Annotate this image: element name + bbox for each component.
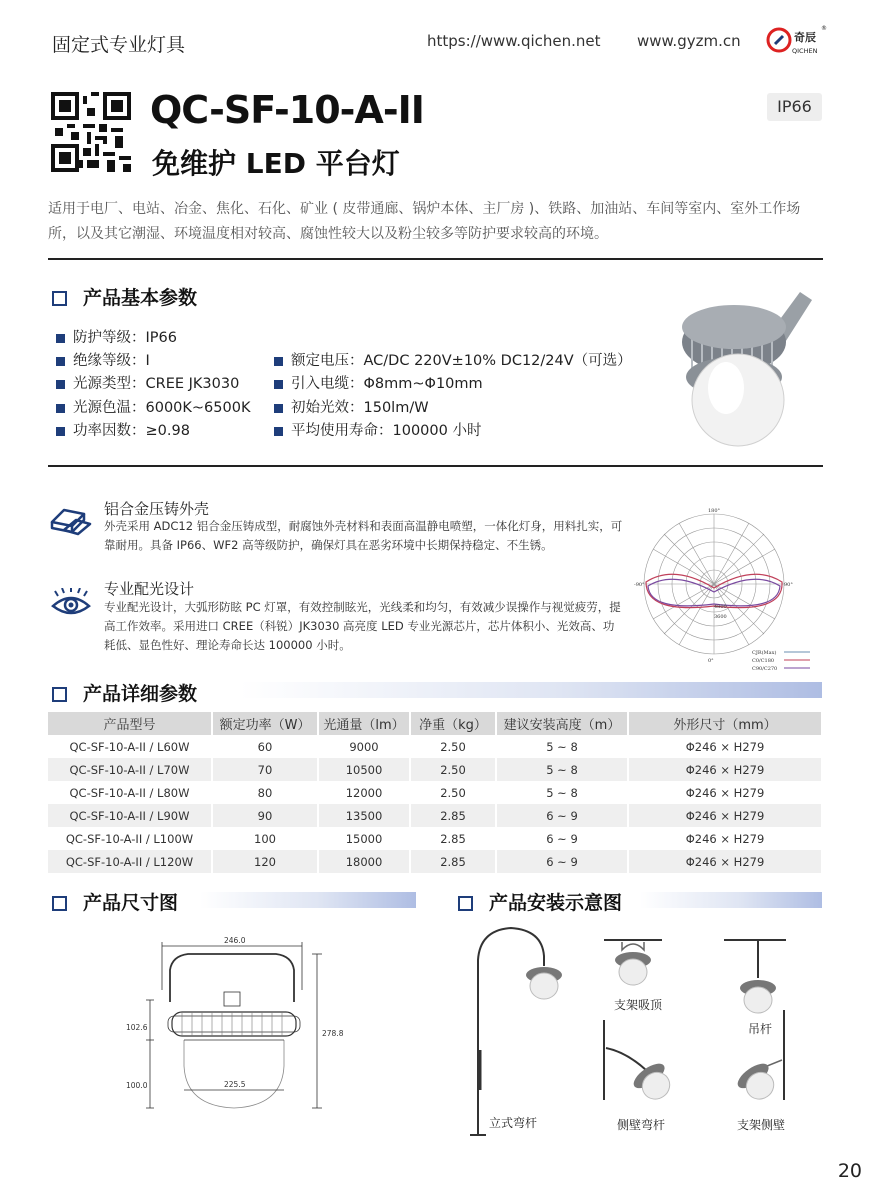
param-item: 绝缘等级：I: [56, 349, 150, 370]
ip-rating-badge: IP66: [767, 93, 822, 121]
table-cell: 70: [212, 758, 318, 781]
param-item: 光源色温：6000K~6500K: [56, 396, 250, 417]
table-cell: Φ246 × H279: [628, 804, 822, 827]
param-item: 平均使用寿命：100000 小时: [274, 419, 481, 440]
dim-width-top: 246.0: [224, 936, 246, 945]
feature-title: 铝合金压铸外壳: [104, 500, 210, 518]
section-accent-bar: [240, 682, 822, 698]
svg-text:3600: 3600: [714, 614, 727, 620]
checkbox-square-icon: [52, 896, 67, 911]
product-model: QC-SF-10-A-II: [150, 88, 424, 132]
checkbox-square-icon: [52, 291, 67, 306]
table-cell: 5 ~ 8: [496, 781, 628, 804]
section-accent-bar: [640, 892, 822, 908]
table-row: [48, 781, 822, 804]
logo-text: 奇辰: [794, 31, 816, 44]
param-item: 光源类型：CREE JK3030: [56, 372, 239, 393]
table-cell: 2.50: [410, 758, 496, 781]
dim-height-left-2: 100.0: [126, 1081, 148, 1090]
intro-paragraph: 适用于电厂、电站、冶金、焦化、石化、矿业 ( 皮带通廊、锅炉本体、主厂房 )、铁路、加油站、车间等室内、室外工作场所，以及其它潮湿、环境温度相对较高、腐蚀性较大以及粉尘较多等防护要求较高的环境。: [48, 201, 801, 242]
polar-legend-c0: C0/C180: [752, 658, 775, 664]
table-cell: 5 ~ 8: [496, 735, 628, 758]
table-cell: 2.85: [410, 850, 496, 873]
table-cell: QC-SF-10-A-II / L90W: [48, 804, 212, 827]
table-cell: QC-SF-10-A-II / L80W: [48, 781, 212, 804]
svg-text:0°: 0°: [708, 658, 714, 664]
table-cell: 120: [212, 850, 318, 873]
column-header: 额定功率（W）: [212, 712, 318, 735]
table-cell: Φ246 × H279: [628, 850, 822, 873]
brand-logo: [765, 22, 827, 58]
table-cell: 80: [212, 781, 318, 804]
checkbox-square-icon: [52, 687, 67, 702]
table-cell: Φ246 × H279: [628, 735, 822, 758]
table-cell: QC-SF-10-A-II / L120W: [48, 850, 212, 873]
table-cell: 9000: [318, 735, 410, 758]
divider: [48, 258, 823, 260]
param-item: 功率因数：≥0.98: [56, 419, 190, 440]
table-row: [48, 827, 822, 850]
column-header: 净重（kg）: [410, 712, 496, 735]
dim-height-left-1: 102.6: [126, 1023, 148, 1032]
section-heading-basic: 产品基本参数: [52, 283, 197, 310]
product-photo: [672, 282, 822, 452]
table-cell: 15000: [318, 827, 410, 850]
table-header-row: [48, 712, 822, 735]
param-item: 引入电缆：Φ8mm~Φ10mm: [274, 372, 483, 393]
table-cell: QC-SF-10-A-II / L100W: [48, 827, 212, 850]
website-url-2[interactable]: www.gyzm.cn: [637, 32, 741, 50]
table-cell: 2.85: [410, 827, 496, 850]
svg-text:4800: 4800: [714, 604, 727, 610]
polar-legend-c90: C90/C270: [752, 666, 778, 672]
install-caption: 吊杆: [748, 1022, 773, 1036]
table-cell: 6 ~ 9: [496, 827, 628, 850]
page-number: 20: [837, 1160, 862, 1182]
svg-text:180°: 180°: [708, 508, 721, 514]
polar-caption: CJR(Max): [752, 650, 777, 656]
feature-title: 专业配光设计: [104, 580, 195, 598]
table-row: [48, 735, 822, 758]
column-header: 建议安装高度（m）: [496, 712, 628, 735]
install-caption: 侧壁弯杆: [617, 1118, 666, 1132]
light-distribution-polar-diagram: [634, 504, 824, 676]
table-cell: 18000: [318, 850, 410, 873]
spec-table-wrap: [48, 712, 823, 873]
section-accent-bar: [200, 892, 416, 908]
section-heading-detail: 产品详细参数: [52, 679, 197, 706]
qr-code[interactable]: [51, 92, 131, 172]
section-heading-install: 产品安装示意图: [458, 888, 622, 915]
column-header: 光通量（lm）: [318, 712, 410, 735]
install-caption: 立式弯杆: [489, 1116, 538, 1130]
table-cell: QC-SF-10-A-II / L70W: [48, 758, 212, 781]
table-cell: 13500: [318, 804, 410, 827]
section-heading-dimension: 产品尺寸图: [52, 888, 178, 915]
dim-width-bottom: 225.5: [224, 1080, 246, 1089]
table-cell: 60: [212, 735, 318, 758]
aluminum-ingot-icon: [48, 500, 94, 540]
table-row: [48, 850, 822, 873]
website-url[interactable]: https://www.qichen.net: [427, 32, 601, 50]
param-item: 初始光效：150lm/W: [274, 396, 429, 417]
checkbox-square-icon: [458, 896, 473, 911]
table-row: [48, 804, 822, 827]
table-cell: 6 ~ 9: [496, 850, 628, 873]
install-caption: 支架吸顶: [614, 998, 663, 1012]
table-cell: 10500: [318, 758, 410, 781]
feature-text: 专业配光设计，大弧形防眩 PC 灯罩，有效控制眩光，光线柔和均匀，有效减少误操作与视觉疲劳，提高工作效率。采用进口 CREE（科锐）JK3030 高亮度 LED 专业光源芯片，芯片体积小、光效高、功耗低、显色性好、理论寿命长达 100000 小时。: [104, 600, 621, 652]
table-row: [48, 758, 822, 781]
table-cell: 6 ~ 9: [496, 804, 628, 827]
dim-height-right: 278.8: [322, 1029, 344, 1038]
catalog-category: 固定式专业灯具: [52, 34, 186, 56]
eye-icon: [50, 588, 92, 620]
param-item: 防护等级：IP66: [56, 326, 177, 347]
product-name: 免维护 LED 平台灯: [152, 147, 400, 180]
feature-text: 外壳采用 ADC12 铝合金压铸成型，耐腐蚀外壳材料和表面高温静电喷塑，一体化灯身，用料扎实，可靠耐用。具备 IP66、WF2 高等级防护，确保灯具在恶劣环境中长期保持稳定、不生锈。: [104, 519, 623, 552]
table-cell: 2.50: [410, 735, 496, 758]
table-cell: 100: [212, 827, 318, 850]
table-cell: 2.85: [410, 804, 496, 827]
dimension-drawing: [112, 930, 362, 1130]
svg-text:-90°: -90°: [634, 582, 645, 588]
column-header: 外形尺寸（mm）: [628, 712, 822, 735]
logo-subtext: QICHEN: [792, 47, 818, 55]
install-caption: 支架侧壁: [737, 1118, 786, 1132]
table-cell: Φ246 × H279: [628, 827, 822, 850]
param-item: 额定电压：AC/DC 220V±10% DC12/24V（可选）: [274, 349, 632, 370]
table-cell: QC-SF-10-A-II / L60W: [48, 735, 212, 758]
svg-text:®: ®: [821, 25, 827, 32]
svg-text:90°: 90°: [784, 582, 793, 588]
table-cell: Φ246 × H279: [628, 758, 822, 781]
table-cell: Φ246 × H279: [628, 781, 822, 804]
table-cell: 90: [212, 804, 318, 827]
column-header: 产品型号: [48, 712, 212, 735]
spec-table: [48, 712, 823, 873]
table-cell: 2.50: [410, 781, 496, 804]
table-cell: 12000: [318, 781, 410, 804]
table-cell: 5 ~ 8: [496, 758, 628, 781]
divider: [48, 465, 823, 467]
